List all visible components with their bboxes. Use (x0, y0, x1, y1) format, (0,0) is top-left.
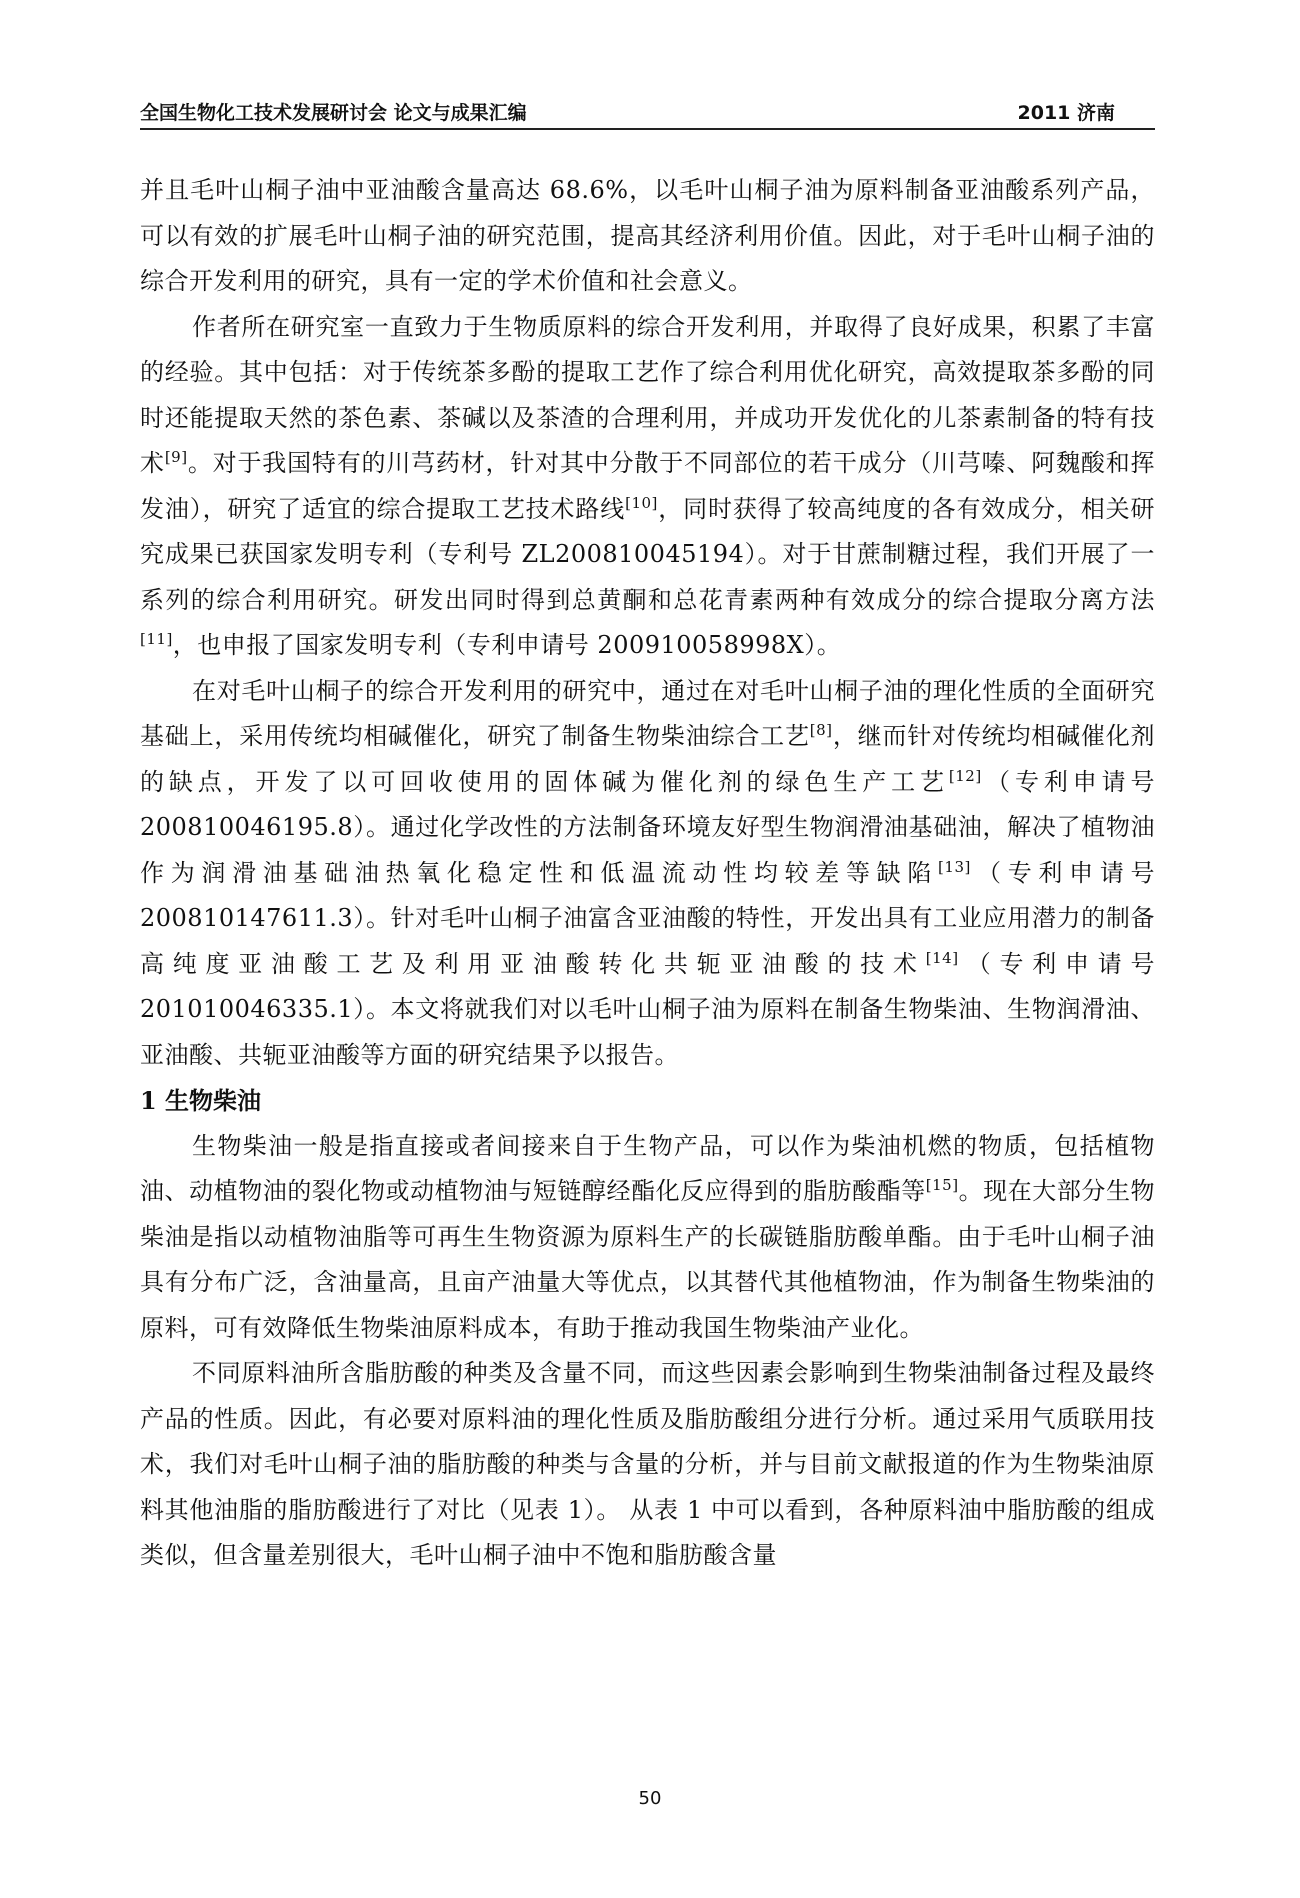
paragraph-5 (140, 1351, 1155, 1579)
paragraph-1 (140, 168, 1155, 305)
citation-ref: [8] (809, 721, 833, 739)
citation-ref: [12] (948, 766, 982, 785)
paragraph-text: 。现在大部分生物柴油是指以动植物油脂等可再生生物资源为原料生产的长碳链脂肪酸单酯。由于毛叶山桐子油具有分布广泛，含油量高，且亩产油量大等优点，以其替代其他植物油，作为制备生物柴油的原料，可有效降低生物柴油原料成本，有助于推动我国生物柴油产业化。 (140, 1177, 1156, 1342)
paragraph-text: ，继而针对传统均相碱催化剂的缺点，开发了以可回收使用的固体碱为催化剂的绿色生产工艺 (140, 722, 1156, 796)
citation-ref: [10] (625, 493, 658, 512)
header-title: 全国生物化工技术发展研讨会 论文与成果汇编 (140, 102, 527, 124)
paragraph-text: 生物柴油一般是指直接或者间接来自于生物产品，可以作为柴油机燃的物质，包括植物油、动植物油的裂化物或动植物油与短链醇经酯化反应得到的脂肪酸酯等 (140, 1131, 1155, 1205)
citation-ref: [14] (925, 948, 959, 967)
paragraph-text: 不同原料油所含脂肪酸的种类及含量不同，而这些因素会影响到生物柴油制备过程及最终产品的性质。因此，有必要对原料油的理化性质及脂肪酸组分进行分析。通过采用气质联用技术，我们对毛叶山桐子油的脂肪酸的种类与含量的分析，并与目前文献报道的作为生物柴油原料其他油脂的脂肪酸进行了对比（见表 1）。 从表 1 中可以看到，各种原料油中脂肪酸的组成类似，但含量差别很大，毛叶山桐子油中不饱和脂肪酸含量 (140, 1359, 1155, 1569)
paragraph-text: （专利申请号 200810046195.8）。通过化学改性的方法制备环境友好型生物润滑油基础油，解决了植物油作为润滑油基础油热氧化稳定性和低温流动性均较差等缺陷 (140, 767, 1156, 887)
paragraph-3 (140, 669, 1155, 1079)
paragraph-text: （专利申请号 200810147611.3）。针对毛叶山桐子油富含亚油酸的特性，开发出具有工业应用潜力的制备高纯度亚油酸工艺及利用亚油酸转化共轭亚油酸的技术 (140, 858, 1156, 978)
page-body (140, 168, 1155, 1579)
paragraph-text: 作者所在研究室一直致力于生物质原料的综合开发利用，并取得了良好成果，积累了丰富的经验。其中包括：对于传统茶多酚的提取工艺作了综合利用优化研究，高效提取茶多酚的同时还能提取天然的茶色素、茶碱以及茶渣的合理利用，并成功开发优化的儿茶素制备的特有技术 (140, 312, 1155, 477)
paragraph-text: ，也申报了国家发明专利（专利申请号 200910058998X）。 (172, 631, 842, 659)
running-header (140, 94, 1155, 130)
paragraph-4 (140, 1124, 1155, 1352)
page-number: 50 (638, 1788, 662, 1809)
header-date-location: 2011 济南 (1017, 102, 1115, 124)
citation-ref: [9] (164, 448, 188, 466)
paragraph-text: 并且毛叶山桐子油中亚油酸含量高达 68.6%，以毛叶山桐子油为原料制备亚油酸系列产品，可以有效的扩展毛叶山桐子油的研究范围，提高其经济利用价值。因此，对于毛叶山桐子油的综合开发利用的研究，具有一定的学术价值和社会意义。 (140, 176, 1155, 295)
citation-ref: [15] (925, 1176, 959, 1194)
paragraph-text: 在对毛叶山桐子的综合开发利用的研究中，通过在对毛叶山桐子油的理化性质的全面研究基础上，采用传统均相碱催化，研究了制备生物柴油综合工艺 (140, 676, 1155, 750)
citation-ref: [13] (938, 857, 971, 876)
section-heading: 1 生物柴油 (140, 1086, 262, 1115)
paragraph-text: ，同时获得了较高纯度的各有效成分，相关研究成果已获国家发明专利（专利号 ZL200810045194）。对于甘蔗制糖过程，我们开展了一系列的综合利用研究。研发出同时得到总黄酮和总花青素两种有效成分的综合提取分离方法 (140, 494, 1156, 614)
citation-ref: [11] (140, 630, 173, 648)
paragraph-2 (140, 305, 1155, 669)
paragraph-text: （专利申请号 201010046335.1）。本文将就我们对以毛叶山桐子油为原料在制备生物柴油、生物润滑油、亚油酸、共轭亚油酸等方面的研究结果予以报告。 (140, 949, 1156, 1069)
paragraph-text: 。对于我国特有的川芎药材，针对其中分散于不同部位的若干成分（川芎嗪、阿魏酸和挥发油），研究了适宜的综合提取工艺技术路线 (140, 449, 1156, 523)
